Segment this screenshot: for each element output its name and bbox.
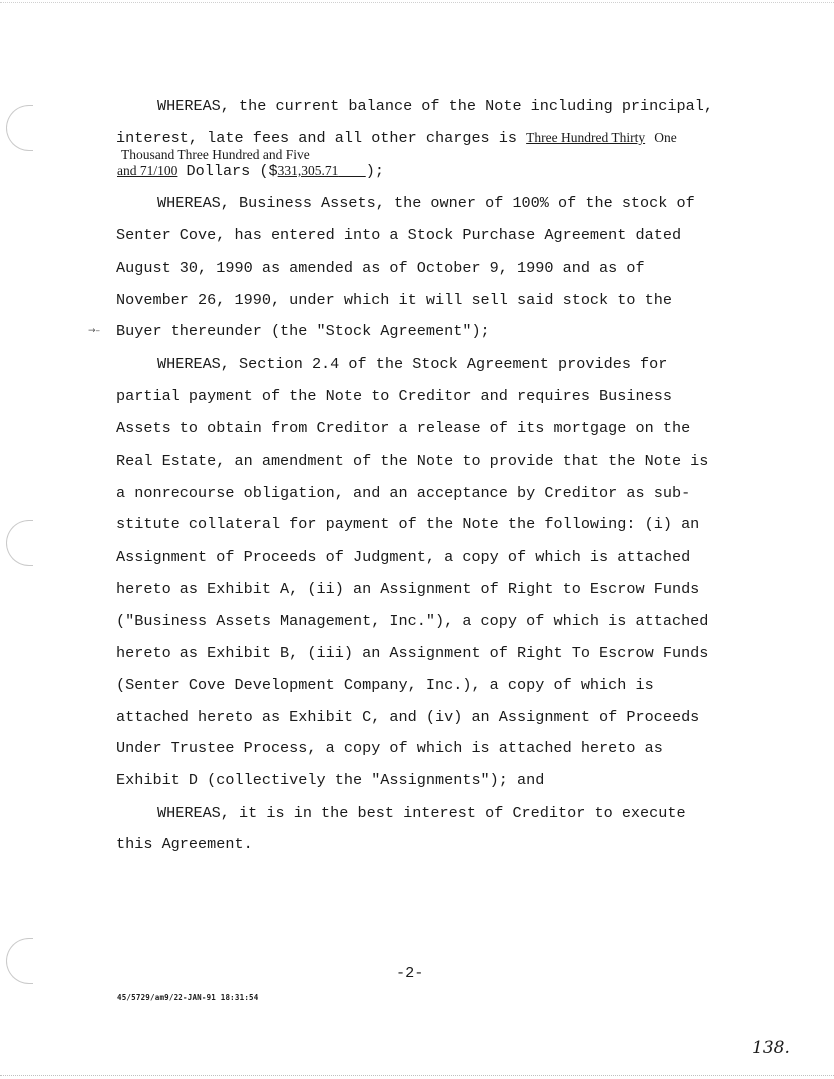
top-scan-edge: [0, 2, 834, 3]
punch-hole-top: [6, 105, 33, 151]
body-line: Exhibit D (collectively the "Assignments"); and: [116, 771, 545, 789]
amount-figure: 331,305.71: [277, 163, 339, 178]
punch-hole-bottom: [6, 938, 33, 984]
body-line: WHEREAS, it is in the best interest of Creditor to execute: [157, 804, 686, 822]
body-line: this Agreement.: [116, 835, 253, 853]
body-line: a nonrecourse obligation, and an acceptance by Creditor as sub-: [116, 484, 691, 502]
amount-words: Three Hundred Thirty: [526, 130, 646, 145]
margin-arrow-mark: →–: [88, 326, 101, 336]
body-line: and 71/100 Dollars ($331,305.71 );: [117, 162, 384, 180]
body-line: hereto as Exhibit A, (ii) an Assignment of Right to Escrow Funds: [116, 580, 700, 598]
body-line: Buyer thereunder (the "Stock Agreement");: [116, 322, 490, 340]
body-line: Real Estate, an amendment of the Note to provide that the Note is: [116, 452, 709, 470]
body-line: hereto as Exhibit B, (iii) an Assignment of Right To Escrow Funds: [116, 644, 709, 662]
body-line: August 30, 1990 as amended as of October 9, 1990 and as of: [116, 259, 645, 277]
body-line: WHEREAS, Section 2.4 of the Stock Agreement provides for: [157, 355, 668, 373]
body-line: attached hereto as Exhibit C, and (iv) an Assignment of Proceeds: [116, 708, 700, 726]
body-line: WHEREAS, the current balance of the Note including principal,: [157, 97, 713, 115]
body-line: ("Business Assets Management, Inc."), a copy of which is attached: [116, 612, 709, 630]
body-line: Senter Cove, has entered into a Stock Purchase Agreement dated: [116, 226, 682, 244]
body-line: Assignment of Proceeds of Judgment, a copy of which is attached: [116, 548, 691, 566]
document-code: 45/5729/am9/22-JAN-91 18:31:54: [117, 993, 259, 1002]
body-line: (Senter Cove Development Company, Inc.), a copy of which is: [116, 676, 654, 694]
body-line: interest, late fees and all other charges is Three Hundred Thirty One: [116, 129, 677, 147]
body-line: Assets to obtain from Creditor a release of its mortgage on the: [116, 419, 691, 437]
bottom-scan-edge: [0, 1075, 834, 1076]
body-line: stitute collateral for payment of the Note the following: (i) an: [116, 515, 700, 533]
punch-hole-middle: [6, 520, 33, 566]
handwritten-page-number: 138.: [752, 1038, 790, 1058]
body-line: Under Trustee Process, a copy of which is attached hereto as: [116, 739, 663, 757]
body-line: WHEREAS, Business Assets, the owner of 100% of the stock of: [157, 194, 695, 212]
amount-words-line: Thousand Three Hundred and Five: [121, 147, 310, 162]
page-number: -2-: [396, 964, 424, 982]
body-line: November 26, 1990, under which it will sell said stock to the: [116, 291, 672, 309]
body-line: partial payment of the Note to Creditor and requires Business: [116, 387, 672, 405]
